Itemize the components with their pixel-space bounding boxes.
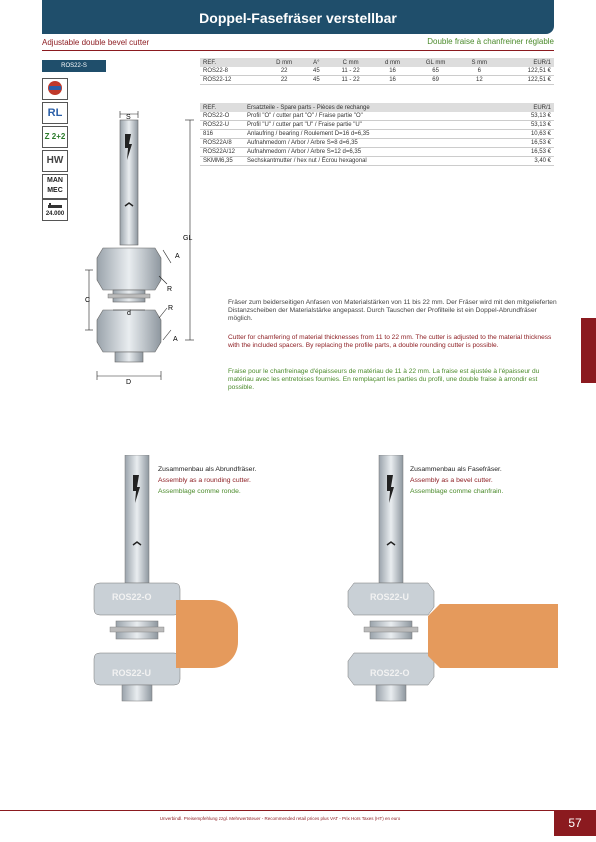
upper-cutter — [97, 248, 161, 290]
part-label-bottom: ROS22-U — [112, 668, 152, 678]
workpiece-rounded — [176, 600, 238, 668]
col-price: EUR/1 — [499, 58, 554, 67]
dim-r-bottom: R — [168, 305, 174, 312]
caption-de: Zusammenbau als Fasefräser. — [410, 466, 502, 473]
caption-fr: Assemblage comme ronde. — [158, 488, 241, 495]
table-row: ROS22-U Profil "U" / cutter part "U" / Fraise partie "U" 53,13 € — [200, 121, 554, 130]
dim-d-large: D — [126, 379, 132, 386]
spare-parts-table — [200, 103, 554, 166]
col-d-small: d mm — [373, 58, 412, 67]
rl-icon: RL — [42, 102, 68, 124]
col-ref: REF. — [200, 103, 244, 112]
dim-c: C — [85, 297, 91, 304]
col-a: A° — [305, 58, 329, 67]
description-english: Cutter for chamfering of material thicknesses from 11 to 22 mm. The cutter is adjusted to the material thickness with the included spacers. By replacing the profile parts, a double rounding cutter is possible. — [228, 334, 552, 350]
assembly-left-captions — [158, 464, 256, 497]
tool-sign-icon — [42, 78, 68, 100]
rpm-value: 24.000 — [45, 211, 65, 217]
product-code-tab: ROS22-S — [42, 60, 106, 72]
page-title: Doppel-Fasefräser verstellbar — [42, 0, 554, 34]
spec-table — [200, 58, 554, 85]
dim-r-top: R — [167, 286, 173, 293]
cutter-diagram — [75, 108, 200, 388]
z-icon: Z 2+2 — [42, 126, 68, 148]
part-label-bottom: ROS22-O — [370, 668, 410, 678]
man-mec-icon: MAN MEC — [42, 174, 68, 199]
description-french: Fraise pour le chanfreinage d'épaisseurs de matériau de 11 à 22 mm. La fraise est ajustée à l'épaisseur du matériau avec les entretoises fournies. En remplaçant les parties du profil, une double fraise à arrondir est possible. — [228, 368, 540, 392]
dim-s: S — [126, 114, 131, 121]
table-row: ROS22-8 22 45 11 - 22 16 65 6 122,51 € — [200, 67, 554, 76]
table-row: SKMM6,35 Sechskantmutter / hex nut / Écrou hexagonal 3,40 € — [200, 157, 554, 166]
dim-a-bottom: A — [173, 336, 178, 343]
table-row: ROS22A/12 Aufnahmedorn / Arbor / Arbre S=12 d=6,35 16,53 € — [200, 148, 554, 157]
workpiece-beveled — [428, 604, 558, 668]
spec-table-header — [200, 58, 554, 67]
part-label-top: ROS22-O — [112, 592, 152, 602]
table-row: ROS22A/8 Aufnahmedorn / Arbor / Arbre S=8 d=6,35 16,53 € — [200, 139, 554, 148]
col-c: C mm — [328, 58, 373, 67]
page-number: 57 — [554, 810, 596, 836]
header-divider — [42, 50, 554, 51]
dim-gl: GL — [183, 235, 193, 242]
footer-divider — [0, 810, 596, 811]
caption-de: Zusammenbau als Abrundfräser. — [158, 466, 257, 473]
part-label-top: ROS22-U — [370, 592, 410, 602]
col-ref: REF. — [200, 58, 264, 67]
description-german: Fräser zum beiderseitigen Anfasen von Materialstärken von 11 bis 22 mm. Der Fräser wird mit den mitgelieferten Distanzscheiben der Materialstärke angepasst. Durch Tauschen der Profilteile ist ein Doppel-Abrundfräser möglich. — [228, 299, 557, 323]
rpm-icon — [42, 199, 68, 221]
col-price: EUR/1 — [502, 103, 554, 112]
hw-icon: HW — [42, 150, 68, 172]
section-tab — [581, 318, 596, 383]
table-row: 816 Anlaufring / bearing / Roulement D=16 d=6,35 10,63 € — [200, 130, 554, 139]
col-d: D mm — [264, 58, 305, 67]
caption-en: Assembly as a bevel cutter. — [410, 477, 493, 484]
subtitle-english: Adjustable double bevel cutter — [42, 38, 150, 47]
caption-fr: Assemblage comme chanfrain. — [410, 488, 504, 495]
dim-d-small: d — [127, 310, 131, 317]
assembly-right-captions — [410, 464, 503, 497]
caption-en: Assembly as a rounding cutter. — [158, 477, 251, 484]
nut — [115, 352, 143, 362]
table-row: ROS22-12 22 45 11 - 22 16 69 12 122,51 € — [200, 76, 554, 85]
col-s: S mm — [459, 58, 499, 67]
parts-table-header — [200, 103, 554, 112]
col-description: Ersatzteile - Spare parts - Pièces de rechange — [244, 103, 502, 112]
table-row: ROS22-O Profil "O" / cutter part "O" / Fraise partie "O" 53,13 € — [200, 112, 554, 121]
footer-note: Unverbindl. Preisempfehlung zzgl. Mehrwertsteuer - Recommended retail prices plus VAT - Prix Hors Taxes (HT) en euro — [159, 816, 401, 821]
subtitle-french: Double fraise à chanfreiner réglable — [427, 37, 554, 46]
dim-a-top: A — [175, 253, 180, 260]
col-gl: GL mm — [412, 58, 459, 67]
